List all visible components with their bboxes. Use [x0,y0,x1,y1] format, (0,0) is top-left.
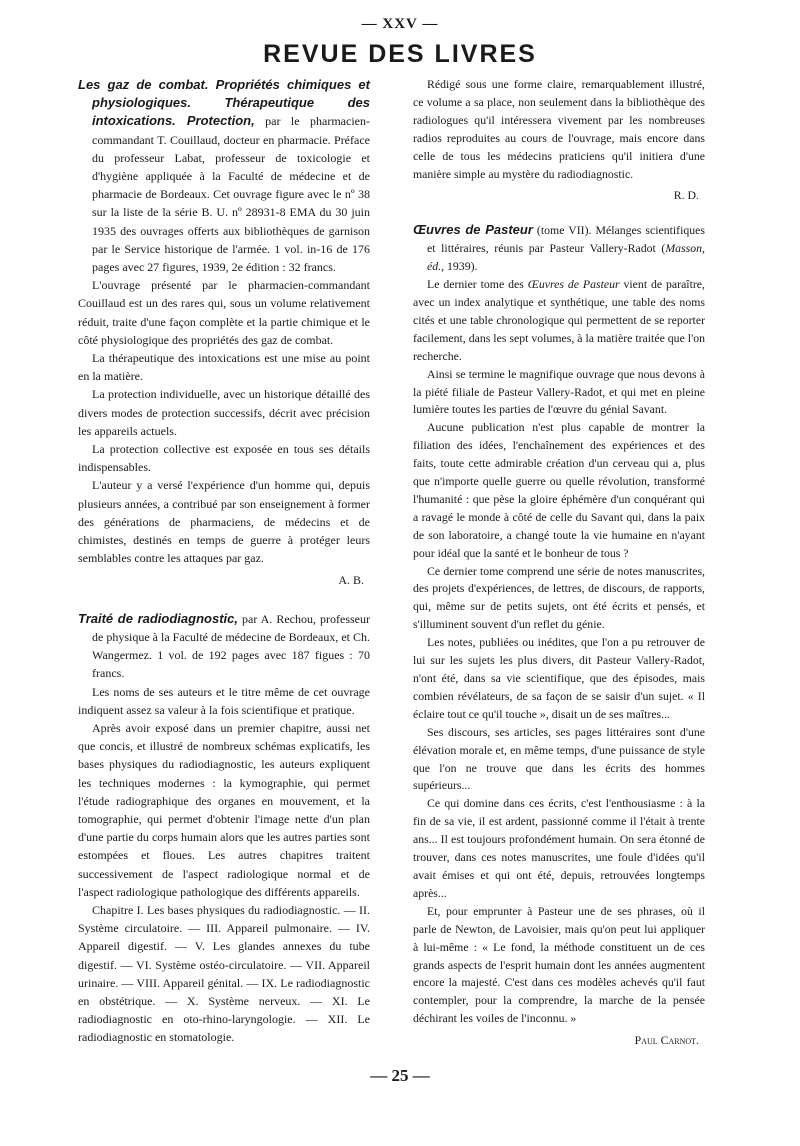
book-details: par A. Rechou, professeur de physique à la Faculté de médecine de Bordeaux, et Ch. Wangermez. 1 vol. de 192 pages avec 187 figues : 70 francs. [92,611,370,681]
book-details-end: , 1939). [441,259,478,274]
italic-title: Œuvres de Pasteur [527,277,620,292]
review-paragraph: La protection individuelle, avec un historique détaillé des divers modes de protection successifs, décrit avec précision les appareils actuels. [78,387,370,438]
review-paragraph: L'ouvrage présenté par le pharmacien-commandant Couillaud est un des rares qui, sous un volume relativement réduit, traite d'une façon complète et la partie chimique et le côté physiologique des propriétés des gaz de combat. [78,278,370,347]
text-run: Le dernier tome des [427,277,528,292]
review-signature: Paul Carnot. [634,1033,699,1048]
review-oeuvres-de-pasteur [413,221,705,1050]
review-paragraph: Ce qui domine dans ces écrits, c'est l'enthousiasme : à la fin de sa vie, il est ardent, passionné comme il l'était à trente ans... Il est toujours profondément humain. On sera étonné de trouver, dans ces notes manuscrites, une foule d'idées qu'il avait émises et qui ont été, depuis, retrouvées longtemps après... [413,796,705,900]
review-heading [413,221,705,276]
book-title: Œuvres de Pasteur [413,222,533,238]
review-signature: R. D. [673,188,699,203]
page-title: REVUE DES LIVRES [263,40,537,68]
review-paragraph: La protection collective est exposée en tous ses détails indispensables. [78,442,370,475]
review-paragraph: Rédigé sous une forme claire, remarquablement illustré, ce volume a sa place, non seulement dans la bibliothèque des radiologues qu'il intéressera vivement par les nombreuses radios reproduites au cours de l'ouvrage, mais encore dans celle de tous les médecins praticiens qu'il initiera d'une manière simple au mystère du radiodiagnostic. [413,77,705,181]
publisher: Masson, éd. [427,241,705,274]
review-paragraph: Ainsi se termine le magnifique ouvrage que nous devons à la piété filiale de Pasteur Vallery-Radot, et qui met en pleine lumière toutes les parties de l'œuvre du génial Savant. [413,366,705,417]
review-gaz-de-combat [78,76,370,590]
page-number-bottom: — 25 — [370,1066,430,1085]
book-details: par le pharmacien-commandant T. Couillaud, docteur en pharmacie. Préface du professeur Labat, professeur de toxicologie et d'hygiène appliquée à la Faculté de médecine et de pharmacie de Bordeaux. Cet ouvrage figure avec le nº 38 sur la liste de la série B. U. nº 28931-8 EMA du 30 juin 1935 des ouvrages offerts aux bibliothèques de garnison par le Service historique de l'armée. 1 vol. in-16 de 176 pages avec 27 figures, 1939, 2e édition : 32 francs. [92,114,370,275]
review-paragraph: Les notes, publiées ou inédites, que l'on a pu retrouver de lui sur les sujets les plus divers, dit Pasteur Vallery-Radot, n'ont été, dans sa vie scientifique, que des épisodes, mais combien révélateurs, de sa façon de se saisir d'un sujet. « Il éclaire tout ce qu'il touche », disait un de ses maîtres... [413,635,705,721]
review-paragraph: Ses discours, ses articles, ses pages littéraires sont d'une élévation morale et, en même temps, d'une puissance de style que l'on ne trouve que dans les écrits des hommes supérieurs... [413,724,705,793]
review-heading [78,76,370,276]
right-column [413,76,705,1050]
book-title: Traité de radiodiagnostic, [78,610,238,626]
review-paragraph [413,276,705,366]
review-paragraph: Et, pour emprunter à Pasteur une de ses phrases, où il parle de Newton, de Lavoisier, mais qu'on peut lui appliquer à lui-même : « Le fond, la méthode constituent un de ces grands aspects de l'esprit humain dont les années augmentent encore la majesté. C'est dans ces modèles achevés qu'il faut contempler, pour la comprendre, la marche de la pensée déchirant les voiles de l'inconnu. » [413,903,705,1026]
left-column [78,76,370,1047]
review-paragraph: Ce dernier tome comprend une série de notes manuscrites, des projets d'expériences, de lettres, de discours, de rapports, qui, même sur de petits sujets, ont été écrits et pensés, et s'illuminent souvent d'un reflet du génie. [413,563,705,632]
page-number-top: — XXV — [361,16,439,32]
review-heading [78,610,370,683]
review-paragraph: L'auteur y a versé l'expérience d'un homme qui, depuis plusieurs années, a contribué par son enseignement à former des générations de pharmaciens, de médecins et de chimistes, destinés en temps de guerre à protéger leurs semblables contre les attaques par gaz. [78,478,370,566]
review-radiodiagnostic [78,610,370,1047]
text-run: vient de paraître, avec un index analytique et synthétique, une table des noms cités et une table chronologique qui permettent de se reporter facilement, dans les sept volumes, à la matière traitée que l'on recherche. [413,277,705,363]
review-paragraph: Aucune publication n'est plus capable de montrer la filiation des idées, l'enchaînement des expériences et des faits, toute cette admirable création d'un cerveau qui a, plus que n'importe quelle guerre ou quelle révolution, transformé l'humanité : que pèse la gloire éphémère d'un conquérant qui a ravagé le monde à côté de celle du Savant qui, dans la paix de son laboratoire, a changé toute la vie humaine en n'ayant pour idéal que la santé et le bonheur de tous ? [413,420,705,560]
review-paragraph: La thérapeutique des intoxications est une mise au point en la matière. [78,351,370,384]
review-paragraph: Les noms de ses auteurs et le titre même de cet ouvrage indiquent assez sa valeur à la fois scientifique et pratique. [78,684,370,717]
review-signature: A. B. [338,573,364,588]
book-details: (tome VII). Mélanges scientifiques et littéraires, réunis par Pasteur Vallery-Radot ( [427,223,705,256]
review-paragraph: Après avoir exposé dans un premier chapitre, aussi net que concis, et illustré de nombreux schémas explicatifs, les bases physiques du radiodiagnostic, les auteurs expliquent les techniques modernes : la kymographie, qui permet l'étude radiographique des organes en mouvement, et la tomographie, qui permet d'obtenir l'image nette d'un plan d'une partie du corps humain alors que les autres parties sont estompées et floues. Les autres chapitres traitent successivement de l'aspect radiologique normal et de l'aspect radiologique pathologique des différents appareils. [78,720,370,899]
review-paragraph: Chapitre I. Les bases physiques du radiodiagnostic. — II. Système circulatoire. — III. Appareil pulmonaire. — IV. Appareil digestif. — V. Les glandes annexes du tube digestif. — VI. Système ostéo-circulatoire. — VII. Appareil urinaire. — VIII. Appareil génital. — IX. Le radiodiagnostic en obstétrique. — X. Système nerveux. — XI. Le radiodiagnostic en oto-rhino-laryngologie. — XII. Le radiodiagnostic en stomatologie. [78,902,370,1045]
book-title: Les gaz de combat. Propriétés chimiques et physiologiques. Thérapeutique des intoxications. Protection, [78,77,370,129]
